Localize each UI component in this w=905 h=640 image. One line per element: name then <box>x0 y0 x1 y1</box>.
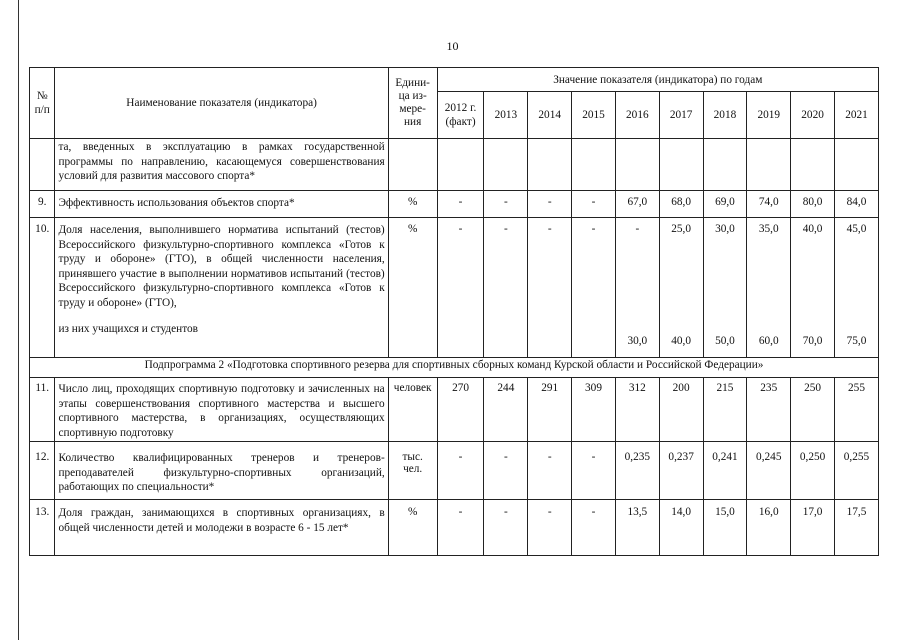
row-value <box>528 139 572 191</box>
header-year: 2021 <box>834 92 878 139</box>
row-value: - <box>484 500 528 556</box>
table-row <box>30 218 879 358</box>
row-num: 11. <box>30 378 55 442</box>
row-value: 68,0 <box>659 191 703 218</box>
row-value: 84,0 <box>834 191 878 218</box>
row-value <box>659 139 703 191</box>
table-row <box>30 378 879 442</box>
header-year: 2013 <box>484 92 528 139</box>
row-name: Эффективность использования объектов спорта* <box>55 191 388 218</box>
row-num: 9. <box>30 191 55 218</box>
row-value: - <box>572 191 616 218</box>
table-row <box>30 442 879 500</box>
row-value: 312 <box>615 378 659 442</box>
row-value: - <box>572 500 616 556</box>
row-unit: % <box>388 191 437 218</box>
row-value: 255 <box>834 378 878 442</box>
row-value: 291 <box>528 378 572 442</box>
row-num: 13. <box>30 500 55 556</box>
row-value: 15,0 <box>703 500 747 556</box>
row-name: Доля населения, выполнившего норматива испытаний (тестов) Всероссийского физкультурно-спортивного комплекса «Готов к труду и обороне» (ГТО), в общей численности населения, принявшего участие в выполнении нормативов испытаний (тестов) Всероссийского физкультурно-спортивного комплекса «Готов к труду и обороне» (ГТО), <box>58 224 385 309</box>
row-name: Количество квалифицированных тренеров и тренеров-преподавателей физкультурно-спортивных организаций, работающих по специальности* <box>55 442 388 500</box>
row-name: та, введенных в эксплуатацию в рамках государственной программы по направлению, касающемуся совершенствования условий для развития массового спорта* <box>55 139 388 191</box>
row-value-sub: 60,0 <box>758 335 779 347</box>
page-left-border <box>18 0 19 640</box>
row-value <box>615 139 659 191</box>
row-value: 0,245 <box>747 442 791 500</box>
row-value-sub: 70,0 <box>802 335 823 347</box>
table-header-row <box>30 68 879 92</box>
row-value: 0,255 <box>834 442 878 500</box>
row-value: 25,0 <box>671 223 692 235</box>
row-value: 67,0 <box>615 191 659 218</box>
header-year: 2017 <box>659 92 703 139</box>
row-value-sub: 75,0 <box>846 335 867 347</box>
page-number: 10 <box>446 39 459 53</box>
table-row <box>30 139 879 191</box>
row-unit: % <box>388 500 437 556</box>
row-value-sub: 30,0 <box>627 335 648 347</box>
header-year: 2018 <box>703 92 747 139</box>
row-value: 35,0 <box>758 223 779 235</box>
row-value: 17,0 <box>791 500 835 556</box>
row-value: 250 <box>791 378 835 442</box>
header-name: Наименование показателя (индикатора) <box>55 68 388 139</box>
row-value: 80,0 <box>791 191 835 218</box>
row-value: - <box>484 442 528 500</box>
row-value: - <box>591 223 596 235</box>
row-name: Доля граждан, занимающихся в спортивных организациях, в общей численности детей и молодежи в возрасте 6 - 15 лет* <box>55 500 388 556</box>
row-value: 16,0 <box>747 500 791 556</box>
row-num <box>30 139 55 191</box>
row-value: 0,241 <box>703 442 747 500</box>
header-year: 2012 г. (факт) <box>437 92 484 139</box>
row-value: 69,0 <box>703 191 747 218</box>
subprogram-row <box>30 358 879 378</box>
header-year: 2020 <box>791 92 835 139</box>
header-unit: Едини- ца из- мере- ния <box>388 68 437 139</box>
row-value: 30,0 <box>715 223 735 235</box>
row-value: - <box>504 223 508 235</box>
row-value: 74,0 <box>747 191 791 218</box>
row-value: - <box>528 191 572 218</box>
subprogram-title: Подпрограмма 2 «Подготовка спортивного резерва для спортивных сборных команд Курской области и Российской Федерации» <box>30 358 879 378</box>
row-value <box>791 139 835 191</box>
row-value: 215 <box>703 378 747 442</box>
row-value <box>437 139 484 191</box>
row-value: - <box>635 223 640 235</box>
row-value: 45,0 <box>846 223 867 235</box>
table-row <box>30 191 879 218</box>
header-year: 2019 <box>747 92 791 139</box>
row-unit: человек <box>388 378 437 442</box>
row-value: 0,250 <box>791 442 835 500</box>
row-value: - <box>437 500 484 556</box>
row-value: - <box>547 223 552 235</box>
header-year: 2015 <box>572 92 616 139</box>
row-value: 40,0 <box>802 223 823 235</box>
row-value: 0,237 <box>659 442 703 500</box>
header-year: 2016 <box>615 92 659 139</box>
row-value <box>484 139 528 191</box>
row-value <box>747 139 791 191</box>
row-value: 14,0 <box>659 500 703 556</box>
row-value: 0,235 <box>615 442 659 500</box>
row-value: - <box>437 191 484 218</box>
row-value: - <box>437 442 484 500</box>
row-unit: % <box>388 218 437 358</box>
row-value: 17,5 <box>834 500 878 556</box>
table-row <box>30 500 879 556</box>
row-value: 13,5 <box>615 500 659 556</box>
row-name-sub: из них учащихся и студентов <box>58 323 198 335</box>
row-unit <box>388 139 437 191</box>
row-value: - <box>528 442 572 500</box>
row-value: - <box>528 500 572 556</box>
header-num: № п/п <box>30 68 55 139</box>
row-value: - <box>484 191 528 218</box>
row-value: 235 <box>747 378 791 442</box>
row-value-sub: 50,0 <box>715 335 735 347</box>
row-value: - <box>572 442 616 500</box>
row-num: 12. <box>30 442 55 500</box>
row-value: 200 <box>659 378 703 442</box>
indicators-table <box>29 67 879 556</box>
row-unit: тыс. чел. <box>388 442 437 500</box>
header-year: 2014 <box>528 92 572 139</box>
row-value-sub: 40,0 <box>671 335 692 347</box>
row-value: 244 <box>484 378 528 442</box>
row-value: 270 <box>437 378 484 442</box>
row-value: 309 <box>572 378 616 442</box>
row-name: Число лиц, проходящих спортивную подготовку и зачисленных на этапы совершенствования спортивного мастерства и высшего спортивного мастерства, в организациях, осуществляющих спортивную подготовку <box>55 378 388 442</box>
row-num: 10. <box>30 218 55 358</box>
row-name-cell <box>55 218 388 358</box>
row-value <box>703 139 747 191</box>
row-value: - <box>458 223 463 235</box>
header-values-group: Значение показателя (индикатора) по годам <box>437 68 878 92</box>
row-value <box>572 139 616 191</box>
row-value <box>834 139 878 191</box>
